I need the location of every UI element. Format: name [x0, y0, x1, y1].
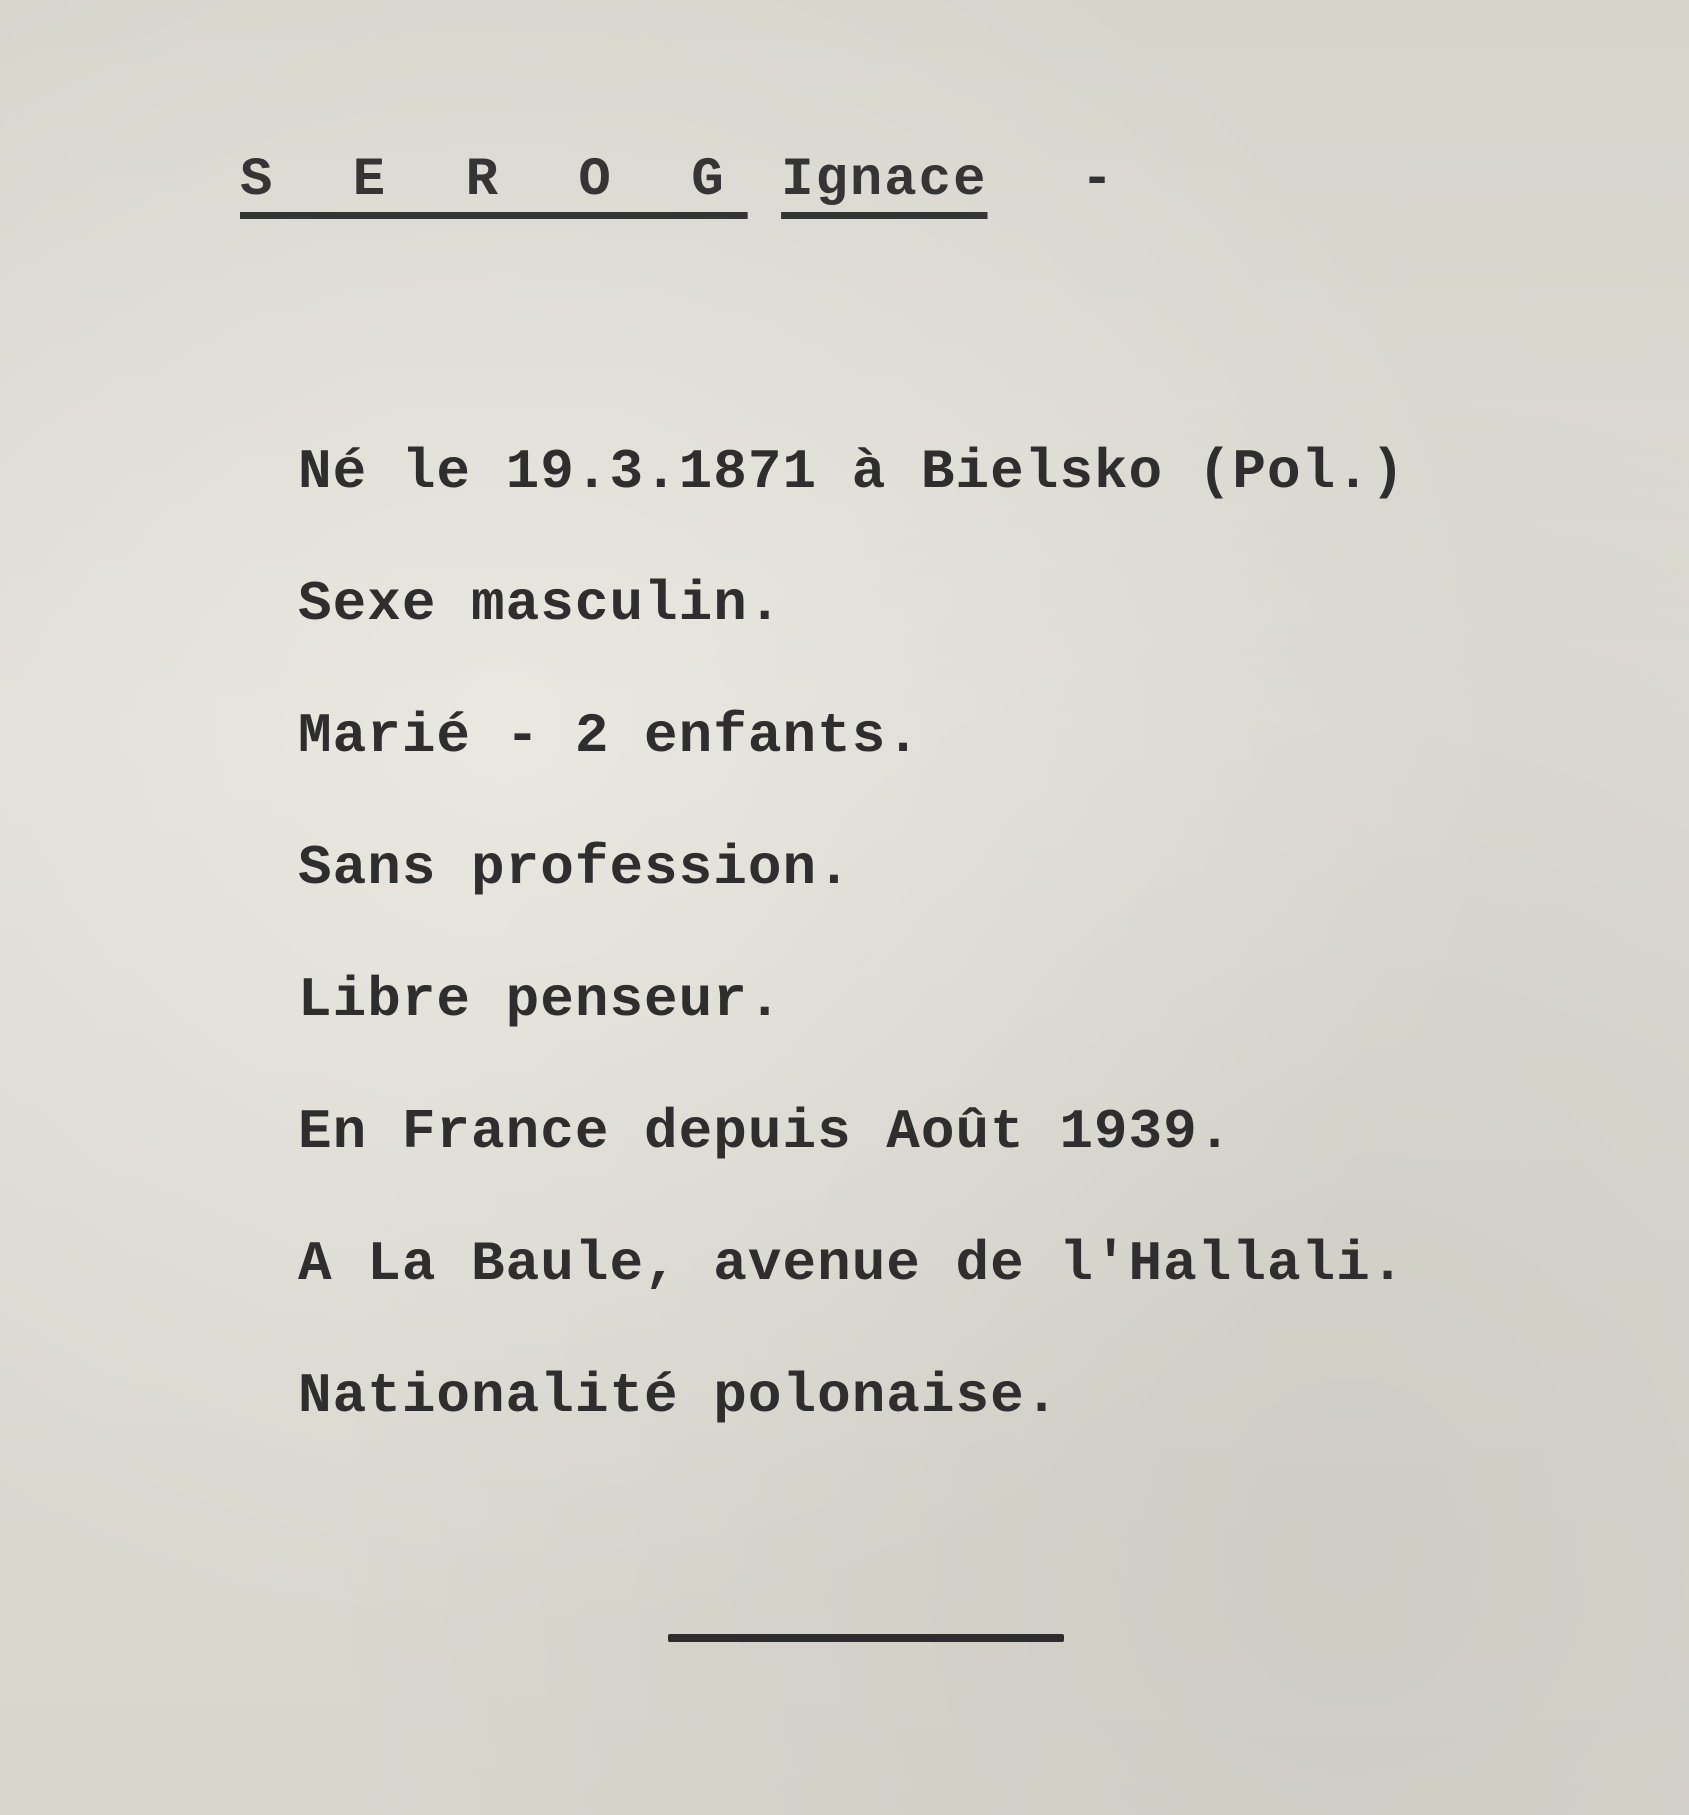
document-heading [240, 150, 1114, 211]
line-profession: Sans profession. [298, 836, 852, 900]
line-address: A La Baule, avenue de l'Hallali. [298, 1232, 1406, 1296]
record-lines [298, 440, 1405, 1496]
heading-surname: S E R O G [240, 150, 748, 211]
heading-given-name: Ignace [781, 150, 988, 211]
line-nationality: Nationalité polonaise. [298, 1364, 1060, 1428]
line-marital-status: Marié - 2 enfants. [298, 704, 921, 768]
line-arrival: En France depuis Août 1939. [298, 1100, 1233, 1164]
line-birth: Né le 19.3.1871 à Bielsko (Pol.) [298, 440, 1406, 504]
heading-dash: - [1080, 150, 1115, 211]
line-sex: Sexe masculin. [298, 572, 783, 636]
line-religion: Libre penseur. [298, 968, 783, 1032]
closing-rule [668, 1634, 1064, 1642]
